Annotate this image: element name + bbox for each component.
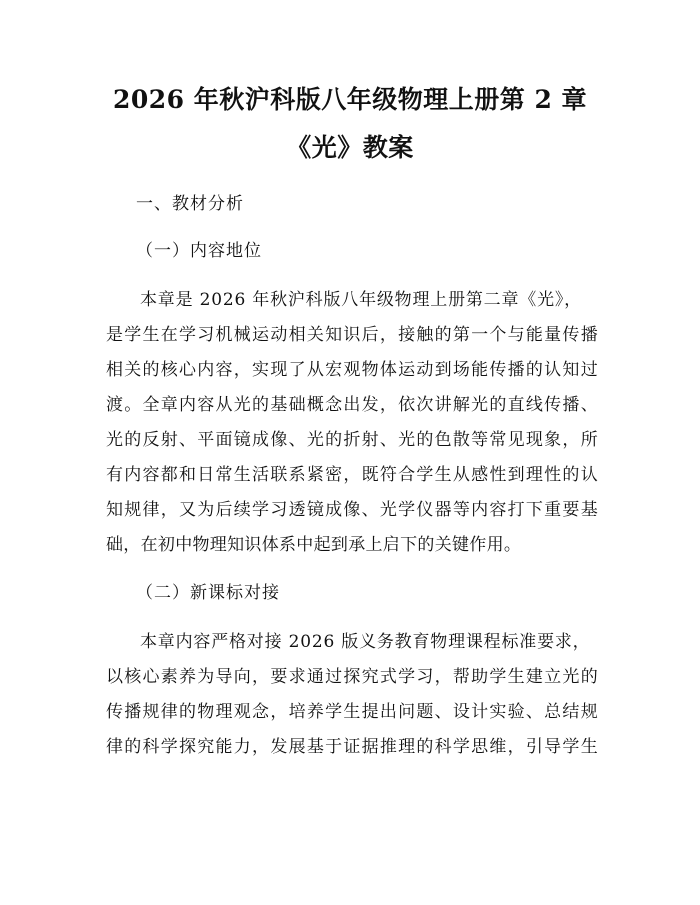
paragraph-line: 相关的核心内容，实现了从宏观物体运动到场能传播的认知过	[106, 360, 598, 380]
subsection-heading-curriculum-alignment: （二）新课标对接	[136, 583, 280, 603]
paragraph-line: 本章是 2026 年秋沪科版八年级物理上册第二章《光》，	[140, 290, 582, 310]
paragraph-line: 传播规律的物理观念，培养学生提出问题、设计实验、总结规	[106, 702, 598, 722]
paragraph-line: 渡。全章内容从光的基础概念出发，依次讲解光的直线传播、	[106, 395, 598, 415]
paragraph-line: 光的反射、平面镜成像、光的折射、光的色散等常见现象，所	[106, 430, 598, 450]
paragraph-line: 以核心素养为导向，要求通过探究式学习，帮助学生建立光的	[106, 667, 598, 687]
paragraph-line: 本章内容严格对接 2026 版义务教育物理课程标准要求，	[140, 632, 591, 652]
document-title-line-1: 2026 年秋沪科版八年级物理上册第 2 章	[112, 85, 588, 114]
paragraph-curriculum-alignment	[106, 625, 598, 765]
section-heading-teaching-material-analysis: 一、教材分析	[136, 194, 244, 214]
paragraph-line: 有内容都和日常生活联系紧密，既符合学生从感性到理性的认	[106, 465, 598, 485]
paragraph-line: 是学生在学习机械运动相关知识后，接触的第一个与能量传播	[106, 325, 598, 345]
paragraph-line: 知规律，又为后续学习透镜成像、光学仪器等内容打下重要基	[106, 500, 598, 520]
subsection-heading-content-position: （一）内容地位	[136, 241, 262, 261]
paragraph-line: 础，在初中物理知识体系中起到承上启下的关键作用。	[106, 535, 522, 555]
paragraph-content-position	[106, 283, 598, 563]
paragraph-line: 律的科学探究能力，发展基于证据推理的科学思维，引导学生	[106, 737, 598, 757]
document-title-line-2: 《光》教案	[286, 133, 414, 162]
